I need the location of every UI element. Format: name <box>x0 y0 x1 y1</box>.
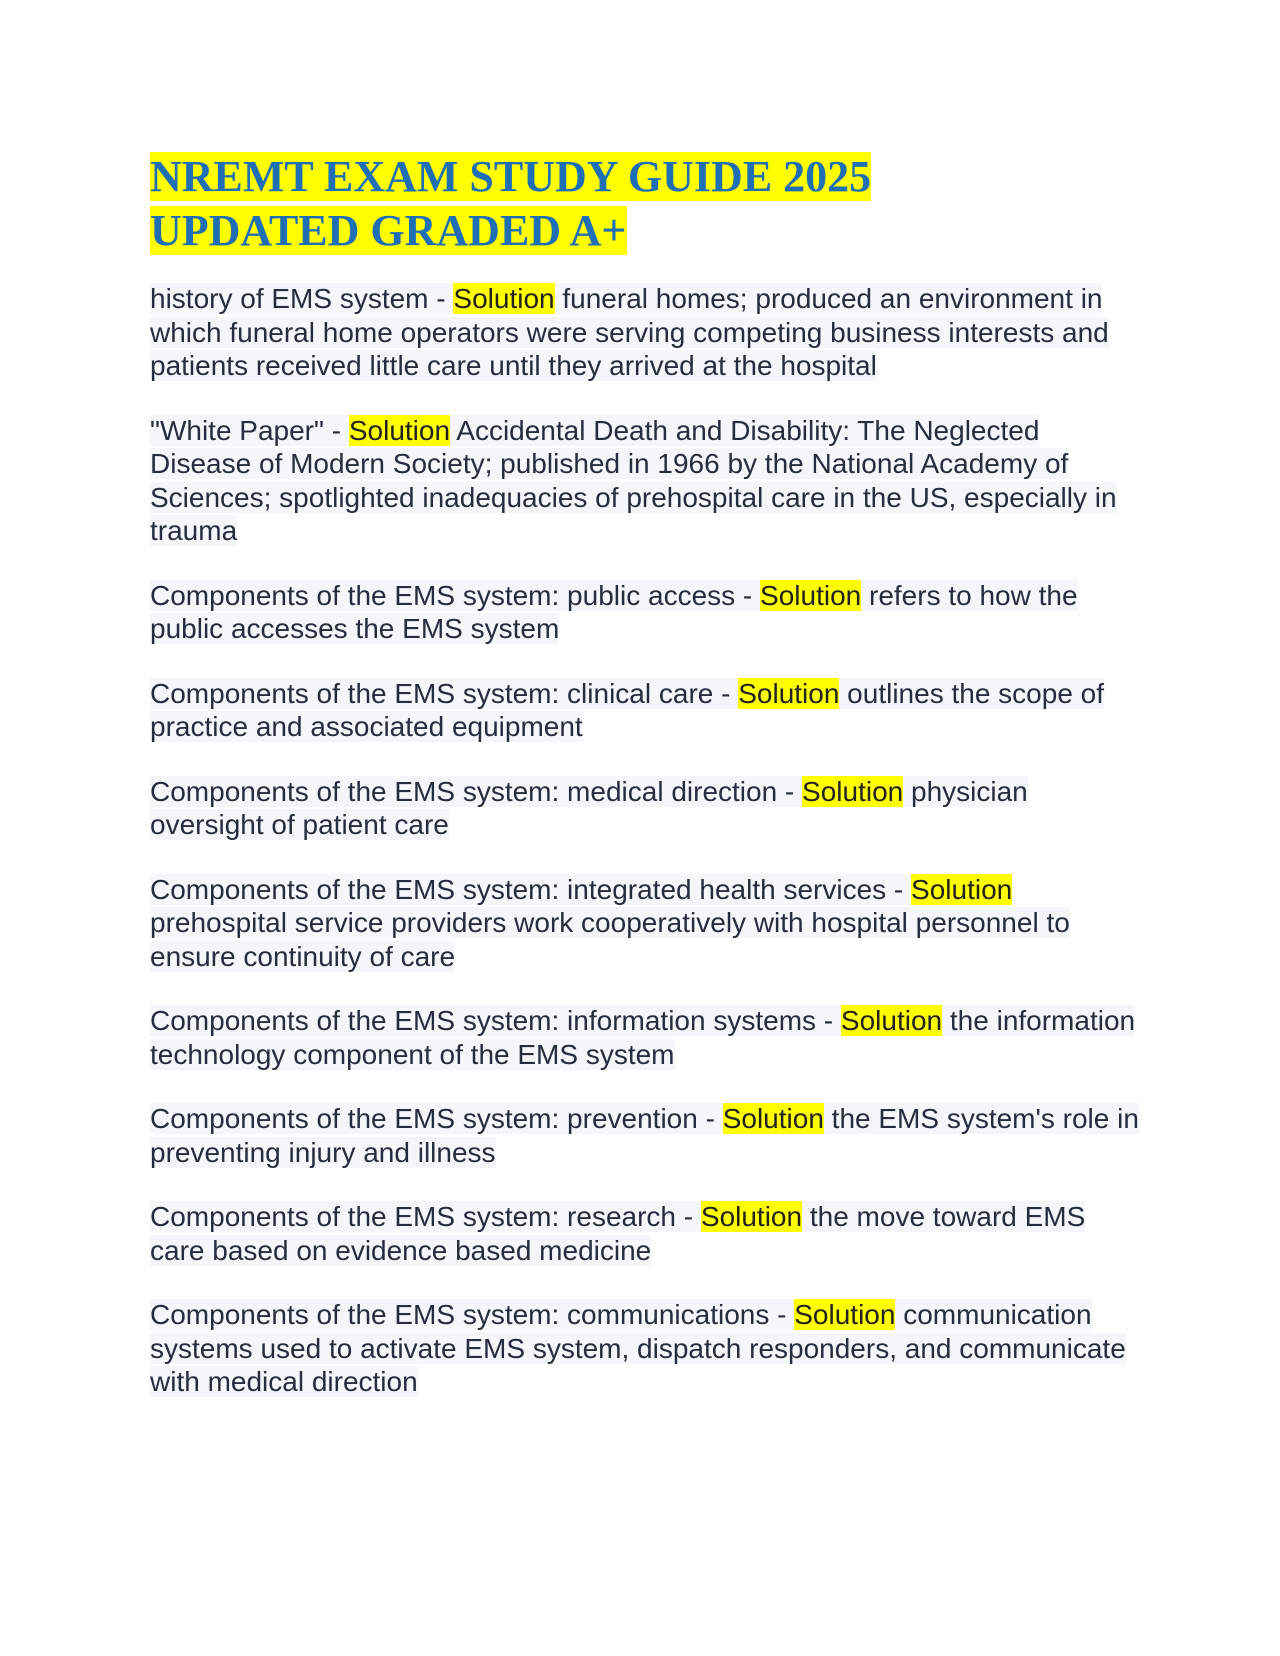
flashcard-entry <box>150 579 1140 646</box>
entry-term: Components of the EMS system: public access - <box>150 579 761 611</box>
entry-answer: the EMS system's role in preventing injury and illness <box>150 1103 1139 1168</box>
entry-term: Components of the EMS system: integrated health services - <box>150 873 912 905</box>
flashcard-entry <box>150 1004 1140 1071</box>
document-page <box>150 150 1140 1430</box>
entry-answer: outlines the scope of practice and associated equipment <box>150 677 1105 742</box>
flashcard-list <box>150 282 1140 1399</box>
flashcard-entry <box>150 775 1140 842</box>
entry-answer: communication systems used to activate EMS system, dispatch responders, and communicate with medical direction <box>150 1299 1126 1397</box>
entry-term: history of EMS system - <box>150 283 454 314</box>
flashcard-entry <box>150 1102 1140 1169</box>
entry-term: Components of the EMS system: research - <box>150 1201 701 1232</box>
solution-label: Solution <box>348 414 451 446</box>
entry-term: Components of the EMS system: prevention - <box>150 1103 723 1134</box>
solution-label: Solution <box>794 1299 896 1330</box>
entry-answer: prehospital service providers work cooperatively with hospital personnel to ensure continuity of care <box>150 907 1070 972</box>
title-line-2: UPDATED GRADED A+ <box>150 206 627 255</box>
flashcard-entry <box>150 677 1140 744</box>
solution-label: Solution <box>722 1103 824 1134</box>
entry-term: Components of the EMS system: communications - <box>150 1299 795 1330</box>
solution-label: Solution <box>911 873 1013 905</box>
flashcard-entry <box>150 1298 1140 1399</box>
entry-answer: physician oversight of patient care <box>150 775 1028 840</box>
title-line-1: NREMT EXAM STUDY GUIDE 2025 <box>150 152 872 201</box>
solution-label: Solution <box>840 1005 943 1036</box>
solution-label: Solution <box>700 1201 803 1232</box>
entry-answer: the move toward EMS care based on evidence based medicine <box>150 1201 1086 1266</box>
flashcard-entry <box>150 1200 1140 1267</box>
flashcard-entry <box>150 282 1140 383</box>
entry-answer: funeral homes; produced an environment in which funeral home operators were serving competing business interests and patients received little care until they arrived at the hospital <box>150 283 1109 381</box>
flashcard-entry <box>150 414 1140 548</box>
entry-answer: the information technology component of the EMS system <box>150 1005 1136 1070</box>
solution-label: Solution <box>453 283 555 314</box>
solution-label: Solution <box>738 677 840 709</box>
entry-term: "White Paper" - <box>150 414 349 446</box>
entry-answer: Accidental Death and Disability: The Neglected Disease of Modern Society; published in 1966 by the National Academy of Sciences; spotlighted inadequacies of prehospital care in the US, especially in trauma <box>150 414 1117 546</box>
flashcard-entry <box>150 873 1140 974</box>
solution-label: Solution <box>760 579 862 611</box>
entry-term: Components of the EMS system: clinical care - <box>150 677 739 709</box>
document-title <box>150 150 1140 258</box>
entry-term: Components of the EMS system: medical direction - <box>150 775 803 807</box>
solution-label: Solution <box>802 775 904 807</box>
entry-answer: refers to how the public accesses the EMS system <box>150 579 1078 644</box>
entry-term: Components of the EMS system: information systems - <box>150 1005 841 1036</box>
